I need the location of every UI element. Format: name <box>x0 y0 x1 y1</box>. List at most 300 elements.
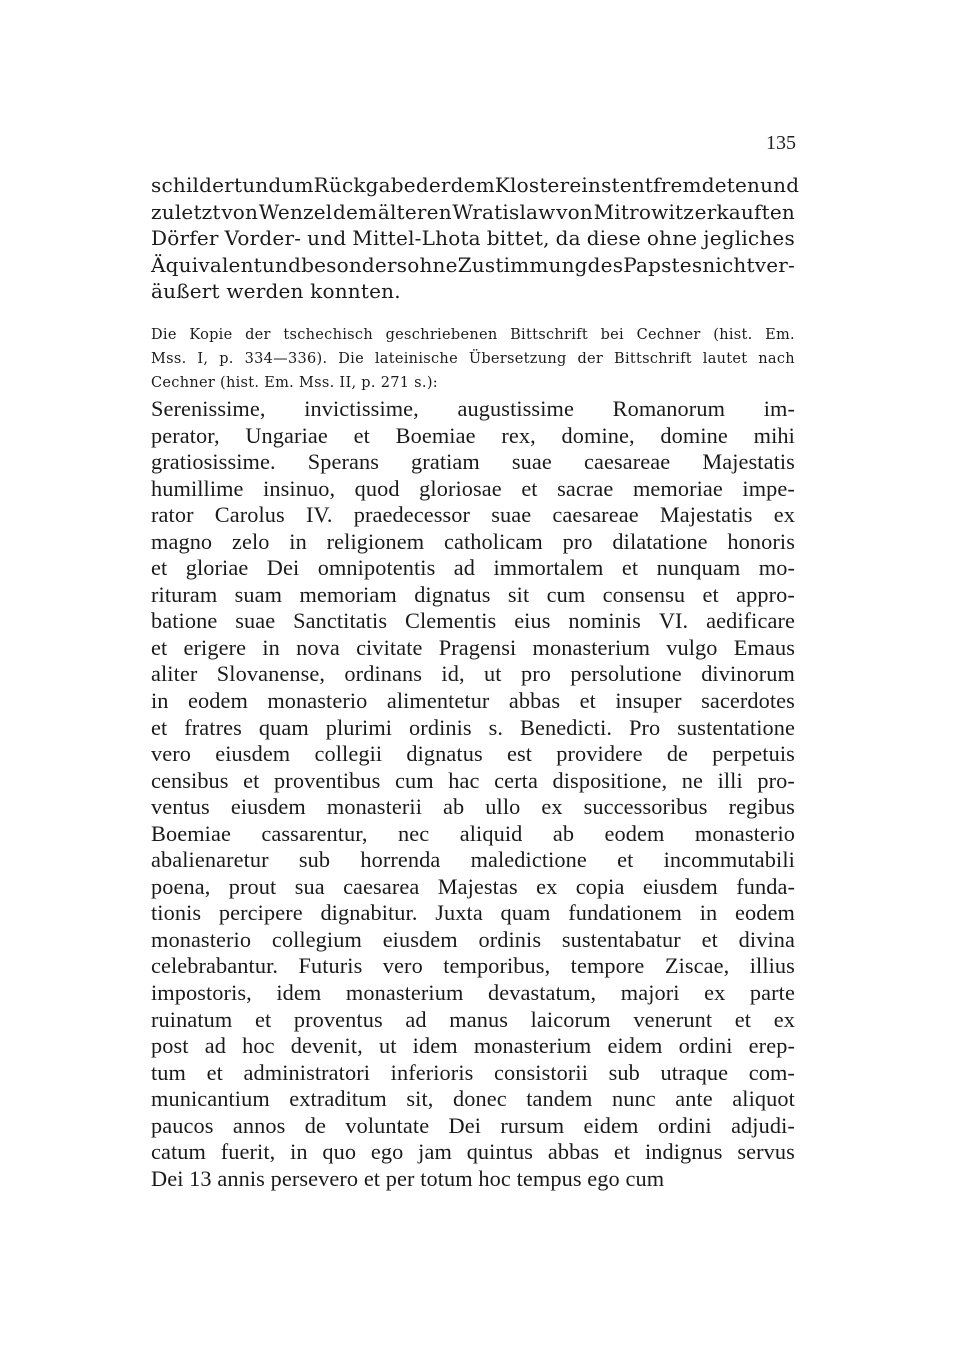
word: perpetuis <box>712 741 795 767</box>
word: monasterium <box>532 634 651 660</box>
word: caesareae <box>552 502 639 528</box>
word: und <box>307 226 347 250</box>
word: illius <box>749 953 795 979</box>
word: abalienaretur <box>151 847 269 873</box>
text-line <box>151 323 795 347</box>
word: erkauften <box>694 199 795 224</box>
word: Kopie <box>189 327 233 343</box>
word: collegii <box>314 741 383 767</box>
word: nominis <box>568 608 641 634</box>
word: alimentetur <box>386 688 490 714</box>
word: devastatum, <box>487 980 597 1006</box>
word: Dei <box>266 555 300 581</box>
word: cum <box>546 581 586 607</box>
word: Boemiae <box>395 422 476 448</box>
word: et <box>353 422 370 448</box>
word: nunc <box>611 1086 656 1112</box>
word: in <box>290 1139 308 1165</box>
word: quam <box>258 714 309 740</box>
word: extraditum <box>289 1086 387 1112</box>
word: regibus <box>728 794 795 820</box>
word: consensu <box>602 581 686 607</box>
source-note <box>151 323 795 395</box>
word: et <box>621 555 639 581</box>
word: ventus <box>151 794 210 820</box>
word: monasterio <box>267 688 368 714</box>
word: quo <box>322 1139 357 1165</box>
word: gratiosissime. <box>151 449 276 475</box>
word: von <box>221 199 259 224</box>
word: humillime <box>151 475 244 501</box>
word: voluntate <box>345 1112 430 1138</box>
word: consistorii <box>494 1059 589 1085</box>
text-line <box>151 529 795 556</box>
word: adjudi- <box>731 1112 795 1138</box>
word: aliquot <box>732 1086 795 1112</box>
word: eius <box>514 608 551 634</box>
word: nec <box>398 820 430 846</box>
word: s. <box>488 714 504 740</box>
word: utraque <box>660 1059 729 1085</box>
text-line <box>151 821 795 848</box>
word: parte <box>749 980 795 1006</box>
word: et <box>151 634 168 660</box>
word: mo- <box>758 555 795 581</box>
word: hac <box>448 767 480 793</box>
word: (hist. <box>713 327 753 343</box>
word: Papstes <box>623 252 703 277</box>
word: impe- <box>742 475 795 501</box>
text-line <box>151 396 795 423</box>
word: plurimi <box>325 714 393 740</box>
word: Carolus <box>214 502 285 528</box>
word: sit, <box>406 1086 434 1112</box>
word: Mss. <box>151 351 187 367</box>
text-line <box>151 1113 795 1140</box>
page-number: 135 <box>766 132 796 154</box>
word: Pragensi <box>438 634 517 660</box>
word: eiusdem <box>382 926 458 952</box>
word: der <box>577 351 604 367</box>
word: 334—336). <box>244 351 328 367</box>
word: monasterio <box>694 820 795 846</box>
word: collegium <box>271 926 362 952</box>
text-line <box>151 768 795 795</box>
word: ordinans <box>344 661 423 687</box>
text-line <box>151 900 795 927</box>
word: invictissime, <box>304 396 419 421</box>
word: p. <box>219 351 234 367</box>
word: ut <box>378 1033 397 1059</box>
word: proventus <box>293 1006 383 1032</box>
word: ex <box>536 873 558 899</box>
word: maledictione <box>470 847 587 873</box>
word: Cechner <box>636 327 701 343</box>
word: Serenissime, <box>151 396 266 421</box>
word: Die <box>151 327 177 343</box>
word: insinuo, <box>263 475 336 501</box>
word: ohne <box>646 226 698 250</box>
word: erigere <box>183 634 247 660</box>
word: omnipotentis <box>317 555 436 581</box>
word: tschechisch <box>283 327 373 343</box>
word: nova <box>296 634 340 660</box>
word: Dei <box>448 1112 482 1138</box>
text-line <box>151 635 795 662</box>
word: Wenzel <box>258 199 333 224</box>
word: servus <box>737 1139 795 1165</box>
word: manus <box>449 1006 508 1032</box>
word: Sperans <box>307 449 379 475</box>
word: Futuris <box>298 953 363 979</box>
word: pro- <box>757 767 795 793</box>
text-line <box>151 1007 795 1034</box>
word: um <box>281 173 314 197</box>
word: im- <box>763 396 795 421</box>
word: dem <box>450 173 495 197</box>
word: tum <box>151 1059 186 1085</box>
word: percipere <box>218 900 303 926</box>
word: religionem <box>326 528 425 554</box>
word: nach <box>758 351 795 367</box>
text-line <box>151 1086 795 1113</box>
text-line <box>151 347 795 371</box>
word: cassarentur, <box>261 820 368 846</box>
word: ordini <box>678 1033 733 1059</box>
word: aliter <box>151 661 198 687</box>
word: in <box>289 528 307 554</box>
text-line <box>151 741 795 768</box>
word: appro- <box>736 581 795 607</box>
text-line <box>151 252 795 279</box>
word: caesareae <box>583 449 671 475</box>
word: abbas <box>547 1139 600 1165</box>
word: ex <box>704 980 726 1006</box>
word: sacerdotes <box>701 688 795 714</box>
word: Emaus <box>733 634 795 660</box>
word: eodem <box>604 820 665 846</box>
text-line <box>151 371 795 395</box>
word: paucos <box>151 1112 214 1138</box>
word: venerunt <box>633 1006 713 1032</box>
word: nunquam <box>656 555 741 581</box>
word: abbas <box>508 688 561 714</box>
word: Slovanense, <box>216 661 326 687</box>
word: ohne <box>407 252 458 277</box>
word: prout <box>228 873 277 899</box>
word: com- <box>748 1059 795 1085</box>
text-line <box>151 953 795 980</box>
word: Clementis <box>404 608 497 634</box>
word: magno <box>151 528 213 554</box>
word: Majestatis <box>702 449 795 475</box>
word: et <box>243 767 260 793</box>
word: ad <box>405 1006 427 1032</box>
word: perator, <box>151 422 220 448</box>
word: et <box>254 1006 272 1032</box>
word: quod <box>354 475 400 501</box>
word: sub <box>298 847 331 873</box>
word: und <box>760 173 800 197</box>
word: aliquid <box>459 820 523 846</box>
word: Bittschrift <box>510 327 588 343</box>
word: et <box>151 555 168 581</box>
text-line <box>151 715 795 742</box>
word: catholicam <box>444 528 543 554</box>
word: gloriae <box>185 555 249 581</box>
word: und <box>261 252 302 277</box>
word: I, <box>197 351 209 367</box>
text-line <box>151 661 795 688</box>
text-line <box>151 980 795 1007</box>
word: rituram <box>151 581 218 607</box>
text-line <box>151 1033 795 1060</box>
word: cum <box>395 767 434 793</box>
word: indignus <box>644 1139 723 1165</box>
word: fratres <box>184 714 242 740</box>
word: Romanorum <box>612 396 726 421</box>
word: jegliches <box>703 226 795 250</box>
word: älteren <box>377 199 452 224</box>
word: vero <box>151 741 192 767</box>
word: jam <box>418 1139 452 1165</box>
word: in <box>151 688 169 714</box>
word: Übersetzung <box>468 351 567 367</box>
text-line <box>151 1166 795 1193</box>
word: zelo <box>231 528 270 554</box>
word: insuper <box>615 688 682 714</box>
line-text: äußert werden konnten. <box>151 279 401 303</box>
word: Pro <box>629 714 661 740</box>
line-text: Dei 13 annis persevero et per totum hoc tempus ego cum <box>151 1165 665 1191</box>
word: Wratislaw <box>452 199 556 224</box>
word: entfremdeten <box>619 173 761 197</box>
word: ordinis <box>478 926 542 952</box>
text-line <box>151 502 795 529</box>
word: et <box>521 475 538 501</box>
word: suae <box>491 502 532 528</box>
word: gratiam <box>411 449 480 475</box>
word: diese <box>586 226 641 250</box>
word: Vorder- <box>224 226 302 250</box>
word: Kloster <box>494 173 570 197</box>
word: memoriam <box>299 581 397 607</box>
text-line <box>151 172 800 199</box>
word: eodem <box>187 688 248 714</box>
word: de <box>666 741 689 767</box>
word: monasterio <box>151 926 252 952</box>
word: des <box>587 252 624 277</box>
word: monasterium <box>345 980 464 1006</box>
word: von <box>556 199 593 224</box>
word: ad <box>204 1033 226 1059</box>
word: suae <box>235 608 276 634</box>
word: monasterii <box>326 794 422 820</box>
word: ante <box>675 1086 713 1112</box>
word: IV. <box>306 502 333 528</box>
word: und <box>242 173 282 197</box>
word: sustentatione <box>677 714 795 740</box>
text-line <box>151 1060 795 1087</box>
word: dilatatione <box>612 528 708 554</box>
word: annos <box>232 1112 286 1138</box>
word: poena, <box>151 873 211 899</box>
line-text: Cechner (hist. Em. Mss. II, p. 271 s.): <box>151 375 438 391</box>
word: id, <box>441 661 465 687</box>
word: ullo <box>485 794 521 820</box>
word: Majestas <box>437 873 518 899</box>
word: Dörfer <box>151 226 219 250</box>
word: lateinische <box>374 351 458 367</box>
word: copia <box>575 873 625 899</box>
word: eodem <box>734 900 795 926</box>
word: in <box>699 900 718 926</box>
word: donec <box>452 1086 507 1112</box>
word: et <box>702 581 719 607</box>
word: sit <box>507 581 530 607</box>
word: dignatus <box>406 741 483 767</box>
word: catum <box>151 1139 206 1165</box>
word: et <box>734 1006 752 1032</box>
word: einst <box>569 173 620 197</box>
text-line <box>151 847 795 874</box>
text-line <box>151 423 795 450</box>
word: ex <box>773 502 795 528</box>
word: fuerit, <box>220 1139 276 1165</box>
word: sua <box>294 873 325 899</box>
word: proventibus <box>274 767 381 793</box>
word: devenit, <box>290 1033 363 1059</box>
word: besonders <box>301 252 408 277</box>
word: der <box>415 173 451 197</box>
word: pro <box>520 661 551 687</box>
word: honoris <box>727 528 795 554</box>
word: sub <box>608 1059 640 1085</box>
text-line <box>151 449 795 476</box>
word: et <box>701 926 718 952</box>
word: erep- <box>748 1033 795 1059</box>
word: Boemiae <box>151 820 231 846</box>
word: celebrabantur. <box>151 953 279 979</box>
word: Zustimmung <box>457 252 588 277</box>
word: illi <box>717 767 743 793</box>
text-line <box>151 555 795 582</box>
word: idem <box>276 980 322 1006</box>
word: temporibus, <box>443 953 551 979</box>
word: dem <box>333 199 378 224</box>
word: ex <box>541 794 563 820</box>
word: censibus <box>151 767 229 793</box>
word: et <box>151 714 168 740</box>
word: aedificare <box>706 608 795 634</box>
word: mihi <box>753 422 795 448</box>
word: laicorum <box>530 1006 611 1032</box>
word: ex <box>773 1006 795 1032</box>
word: immortalem <box>493 555 604 581</box>
word: Ungariae <box>245 422 328 448</box>
word: persolutione <box>570 661 682 687</box>
word: Benedicti. <box>520 714 613 740</box>
word: inferioris <box>390 1059 474 1085</box>
word: Sanctitatis <box>293 608 388 634</box>
word: Juxta <box>435 900 483 926</box>
word: ruinatum <box>151 1006 233 1032</box>
word: rursum <box>500 1112 565 1138</box>
word: memoriae <box>632 475 723 501</box>
word: municantium <box>151 1086 270 1112</box>
word: Em. <box>765 327 795 343</box>
word: et <box>579 688 596 714</box>
word: eiusdem <box>642 873 718 899</box>
word: successoribus <box>583 794 708 820</box>
word: sacrae <box>557 475 614 501</box>
word: in <box>262 634 280 660</box>
word: providere <box>556 741 643 767</box>
word: funda- <box>736 873 795 899</box>
word: majori <box>620 980 680 1006</box>
word: geschriebenen <box>385 327 498 343</box>
word: Bittschrift <box>614 351 692 367</box>
word: Ziscae, <box>664 953 730 979</box>
word: rator <box>151 502 194 528</box>
word: tandem <box>526 1086 593 1112</box>
word: Majestatis <box>659 502 753 528</box>
word: eiusdem <box>230 794 306 820</box>
text-line <box>151 608 795 635</box>
word: batione <box>151 608 218 634</box>
word: ad <box>453 555 476 581</box>
word: certa <box>494 767 538 793</box>
word: incommutabili <box>663 847 795 873</box>
word: ab <box>443 794 465 820</box>
word: zuletzt <box>151 199 221 224</box>
word: quintus <box>466 1139 534 1165</box>
word: tionis <box>151 900 202 926</box>
text-line <box>151 1139 795 1166</box>
word: suae <box>511 449 552 475</box>
word: domine <box>660 422 728 448</box>
word: eiusdem <box>215 741 291 767</box>
word: fundationem <box>568 900 682 926</box>
word: dignabitur. <box>320 900 418 926</box>
text-line <box>151 688 795 715</box>
word: Rückgabe <box>313 173 416 197</box>
german-paragraph <box>151 172 800 305</box>
word: ut <box>484 661 502 687</box>
word: hoc <box>242 1033 275 1059</box>
word: schildert <box>151 173 243 197</box>
word: der <box>245 327 271 343</box>
word: ne <box>681 767 703 793</box>
word: eidem <box>607 1033 663 1059</box>
word: ego <box>370 1139 404 1165</box>
word: et <box>206 1059 223 1085</box>
word: vero <box>382 953 423 979</box>
word: Die <box>338 351 364 367</box>
word: domine, <box>561 422 635 448</box>
word: quam <box>500 900 551 926</box>
word: Mitrowitz <box>593 199 695 224</box>
word: pro <box>562 528 593 554</box>
word: divinorum <box>701 661 795 687</box>
word: et <box>613 1139 631 1165</box>
word: Mittel-Lhota <box>352 226 481 250</box>
latin-petition-text <box>151 396 795 1192</box>
word: de <box>304 1112 326 1138</box>
word: Äquivalent <box>151 252 262 277</box>
word: da <box>555 226 581 250</box>
word: impostoris, <box>151 980 252 1006</box>
